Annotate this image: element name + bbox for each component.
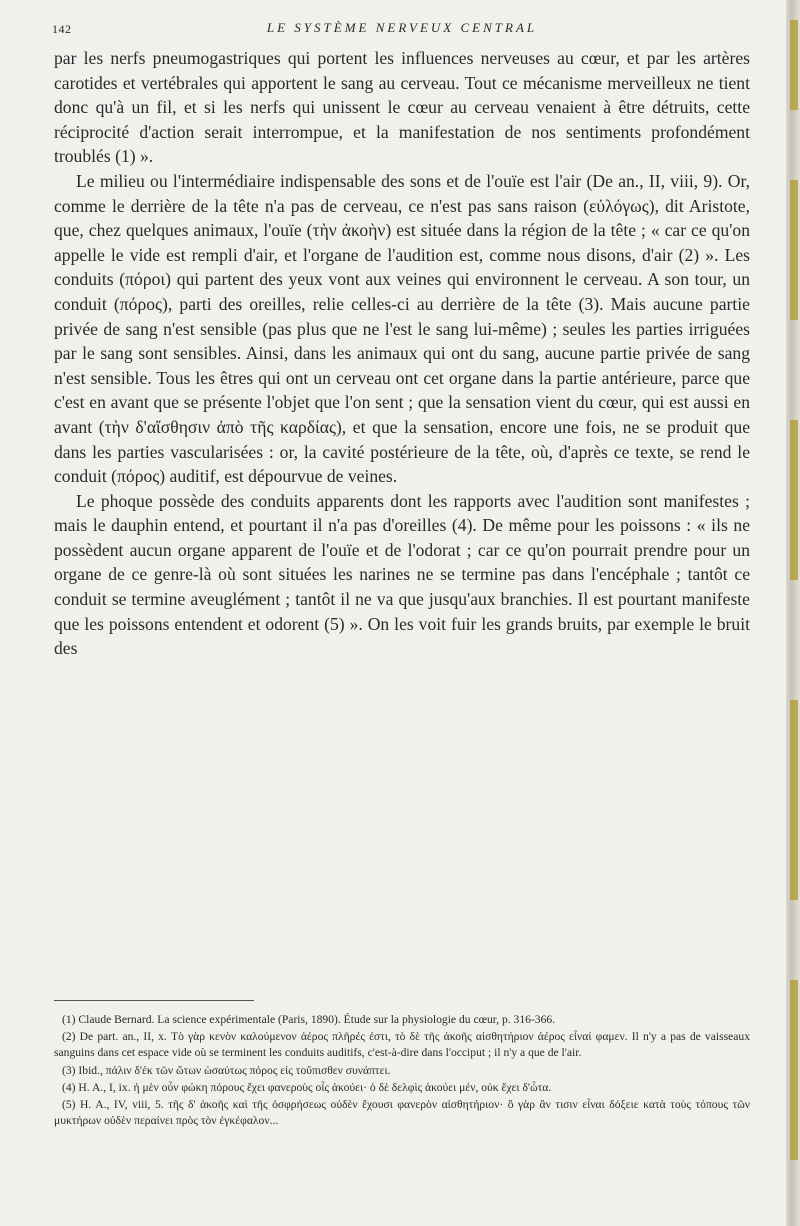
footnote: (3) Ibid., πάλιν δ'ἐκ τῶν ὤτων ὡσαύτως πόρος εἰς τοὔπισθεν συνάπτει.: [62, 1063, 391, 1077]
page-header: [52, 18, 752, 42]
paragraph: Le phoque possède des conduits apparents dont les rapports avec l'audition sont manifestes ; mais le dauphin entend, et pourtant il n'a pas d'oreilles (4). De même pour les poissons : « ils ne possèdent aucun organe apparent de l'ouïe et de l'odorat ; car ce qu'on pourrait prendre pour un organe de ce genre-là où sont situées les narines ne se termine pas dans l'encéphale ; tantôt ce conduit se termine aveuglément ; tantôt il ne va que jusqu'aux branchies. Il est pourtant manifeste que les poissons entendent et odorent (5) ». On les voit fuir les grands bruits, par exemple le bruit des: [54, 490, 750, 659]
running-title: LE SYSTÈME NERVEUX CENTRAL: [266, 20, 538, 35]
paragraph: Le milieu ou l'intermédiaire indispensable des sons et de l'ouïe est l'air (De an., II, viii, 9). Or, comme le derrière de la tête n'a pas de cerveau, ce n'est pas sans raison (εὐλόγως), dit Aristote, que, chez quelques animaux, l'ouïe (τὴν ἀκοὴν) est située dans la région de la tête ; « car ce qu'on appelle le vide est rempli d'air, et l'organe de l'audition est, comme nous disons, d'air (2) ». Les conduits (πόροι) qui partent des yeux vont aux veines qui environnent le cerveau. A son tour, un conduit (πόρος), parti des oreilles, relie celles-ci au derrière de la tête (3). Mais aucune partie privée de sang n'est sensible (pas plus que ne l'est le sang lui-même) ; seules les parties irriguées par le sang sont sensibles. Ainsi, dans les animaux qui ont du sang, aucune partie privée de sang n'est sensible. Tous les êtres qui ont un cerveau ont cet organe dans la partie antérieure, parce que c'est en avant que se présente l'objet que l'on sent ; que la sensation vient du cœur, qui est aussi en avant (τὴν δ'αἴσθησιν ἀπὸ τῆς καρδίας), et que la sensation, encore une fois, ne se produit que dans les parties vascularisées : or, la cavité postérieure de la tête, où, d'après ce texte, se rend le conduit (πόρος) auditif, est dépourvue de veines.: [54, 170, 750, 487]
footnote: (2) De part. an., II, x. Τὸ γὰρ κενὸν καλούμενον ἀέρος πλῆρές ἐστι, τὸ δὲ τῆς ἀκοῆς αἰσθητήριον ἀέρος εἶναί φαμεν. Il n'y a pas de vaisseaux sanguins dans cet espace vide où se terminent les conduits auditifs, c'est-à-dire dans l'occiput ; il n'y a que de l'air.: [54, 1030, 750, 1060]
footnote: (5) H. A., IV, viii, 5. τῆς δ' ἀκοῆς καὶ τῆς ὀσφρήσεως οὐδὲν ἔχουσι φανερὸν αἰσθητήριον· ὃ γὰρ ἂν τισιν εἶναι δόξειε κατὰ τοὺς τόπους τῶν μυκτήρων οὐδὲν περαίνει πρὸς τὸν ἐγκέφαλον...: [54, 1098, 750, 1128]
footnote: (1) Claude Bernard. La science expérimentale (Paris, 1890). Étude sur la physiologie du cœur, p. 316-366.: [62, 1013, 556, 1026]
footnote: (4) H. A., I, ix. ἡ μὲν οὖν φώκη πόρους ἔχει φανεροὺς οἷς ἀκούει· ὁ δὲ δελφὶς ἀκούει μέν, οὐκ ἔχει δ'ὦτα.: [62, 1080, 552, 1094]
footnotes: [54, 1012, 750, 1130]
page-edge: [786, 0, 800, 1226]
edge-mark: [790, 180, 798, 320]
paragraph: par les nerfs pneumogastriques qui portent les influences nerveuses au cœur, et par les artères carotides et vertébrales qui apportent le sang au cerveau. Tout ce mécanisme merveilleux ne tient donc qu'à un fil, et si les nerfs qui unissent le cœur au cerveau venaient à être détruits, cette réciprocité d'action serait interrompue, et la manifestation de nos sentiments profondément troublés (1) ».: [54, 48, 750, 167]
edge-mark: [790, 420, 798, 580]
edge-mark: [790, 700, 798, 900]
edge-mark: [790, 980, 798, 1160]
footnote-separator: [54, 1000, 254, 1001]
edge-mark: [790, 20, 798, 110]
main-text: [54, 46, 750, 661]
page-number: 142: [52, 22, 72, 36]
